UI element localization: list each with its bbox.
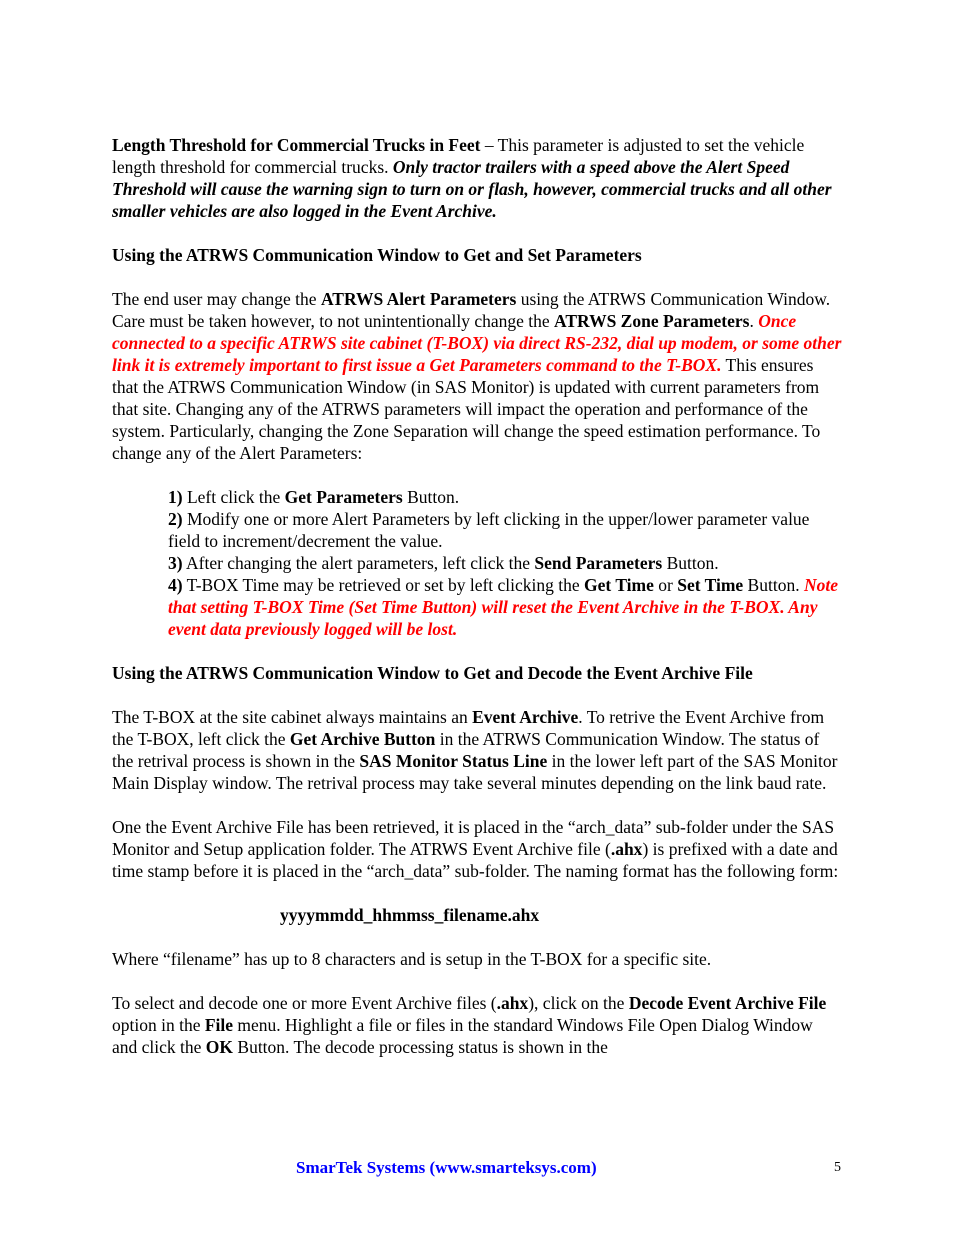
paragraph-archive-file: One the Event Archive File has been retrieved, it is placed in the “arch_data” sub-folder under the SAS Monitor and Setup application folder. The ATRWS Event Archive file (.ahx) is prefixed with a date and time stamp before it is placed in the “arch_data” sub-folder. The naming format has the following form: (112, 817, 839, 881)
paragraph-event-archive: The T-BOX at the site cabinet always maintains an Event Archive. To retrive the Event Archive from the T-BOX, left click the Get Archive Button in the ATRWS Communication Window. The status of the retrival process is shown in the SAS Monitor Status Line in the lower left part of the SAS Monitor Main Display window. The retrival process may take several minutes depending on the link baud rate. (112, 707, 838, 793)
paragraph-alert-parameters: The end user may change the ATRWS Alert Parameters using the ATRWS Communication Window. Care must be taken however, to not unintentionally change the ATRWS Zone Parameters. Once connected to a specific ATRWS site cabinet (T-BOX) via direct RS-232, dial up modem, or some other link it is extremely important to first issue a Get Parameters command to the T-BOX. This ensures that the ATRWS Communication Window (in SAS Monitor) is updated with current parameters from that site. Changing any of the ATRWS parameters will impact the operation and performance of the system. Particularly, changing the Zone Separation will change the speed estimation performance. To change any of the Alert Parameters: (112, 289, 842, 463)
warning-get-parameters: Once connected to a specific ATRWS site cabinet (T-BOX) via direct RS-232, dial up modem, or some other link it is extremely important to first issue a Get Parameters command to the T-BOX. (112, 311, 842, 375)
section-heading-decode-archive: Using the ATRWS Communication Window to Get and Decode the Event Archive File (112, 663, 753, 683)
section-heading-get-set: Using the ATRWS Communication Window to Get and Set Parameters (112, 245, 642, 265)
steps-list (168, 486, 842, 640)
paragraph-filename-note: Where “filename” has up to 8 characters and is setup in the T-BOX for a specific site. (112, 949, 712, 969)
footer-company: SmarTek Systems (www.smarteksys.com) (296, 1158, 597, 1177)
step-3: 3) After changing the alert parameters, left click the Send Parameters Button. (168, 553, 719, 573)
page-number: 5 (834, 1160, 841, 1175)
paragraph-length-threshold: Length Threshold for Commercial Trucks in Feet – This parameter is adjusted to set the vehicle length threshold for commercial trucks. Only tractor trailers with a speed above the Alert Speed Threshold will cause the warning sign to turn on or flash, however, commercial trucks and all other smaller vehicles are also logged in the Event Archive. (112, 135, 832, 221)
filename-format: yyyymmdd_hhmmss_filename.ahx (280, 905, 540, 925)
document-body (112, 134, 842, 1058)
emphasis-note: Only tractor trailers with a speed above the Alert Speed Threshold will cause the warning sign to turn on or flash, however, commercial trucks and all other smaller vehicles are also logged in the Event Archive. (112, 157, 832, 221)
step-4: 4) T-BOX Time may be retrieved or set by left clicking the Get Time or Set Time Button. Note that setting T-BOX Time (Set Time Button) will reset the Event Archive in the T-BOX. Any event data previously logged will be lost. (168, 575, 838, 639)
paragraph-decode: To select and decode one or more Event Archive files (.ahx), click on the Decode Event Archive File option in the File menu. Highlight a file or files in the standard Windows File Open Dialog Window and click the OK Button. The decode processing status is shown in the (112, 993, 827, 1057)
warning-set-time: Note that setting T-BOX Time (Set Time Button) will reset the Event Archive in the T-BOX. Any event data previously logged will be lost. (168, 575, 838, 639)
step-2: 2) Modify one or more Alert Parameters by left clicking in the upper/lower parameter value field to increment/decrement the value. (168, 509, 810, 551)
term-length-threshold: Length Threshold for Commercial Trucks in Feet (112, 135, 481, 155)
step-1: 1) Left click the Get Parameters Button. (168, 487, 460, 507)
